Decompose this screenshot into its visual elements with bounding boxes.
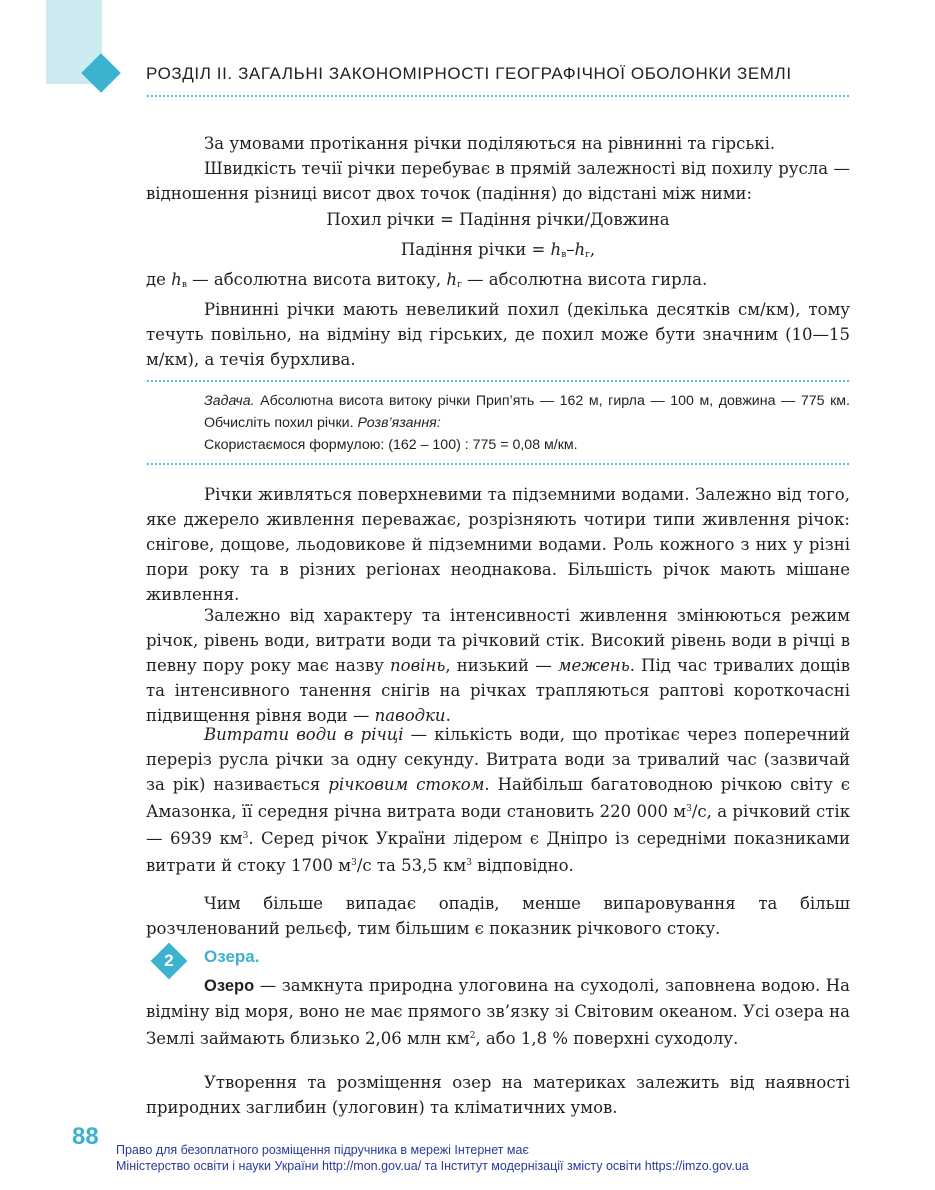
paragraph-river-regime: Залежно від характеру та інтенсивності живлення змінюються режим річок, рівень води, витрати води та річковий стік. Високий рівень води в річці в певну пору року має назву повінь, низький — межень. Під час тривалих дощів та інтенсивного танення снігів на річках трапляються раптові короткочасні підвищення рівня води — паводки. [146,606,851,725]
paragraph-plain-rivers: Рівнинні річки мають невеликий похил (декілька десятків см/км), тому течуть повільно, на відміну від гірських, де похил може бути значним (10—15 м/км), а течія бурхлива. [146,300,850,369]
task-box [204,390,850,456]
page-number: 88 [72,1123,99,1150]
paragraph-lake-definition: Озеро — замкнута природна улоговина на суходолі, заповнена водою. На відміну від моря, воно не має прямого зв’язку зі Світовим океаном. Усі озера на Землі займають близько 2,06 млн $км^2$, або 1,8 % поверхні суходолу. [146,976,850,1048]
paragraph-river-types: За умовами протікання річки поділяються на рівнинні та гірські. [204,134,776,153]
task-solution: Скористаємося формулою: (162 – 100) : 775 = 0,08 м/км. [204,437,578,453]
chapter-header: РОЗДІЛ ІІ. ЗАГАЛЬНІ ЗАКОНОМІРНОСТІ ГЕОГРАФІЧНОЇ ОБОЛОНКИ ЗЕМЛІ [146,64,792,83]
task-divider-bottom [146,462,849,466]
paragraph-river-slope: Швидкість течії річки перебуває в прямій залежності від похилу русла — відношення різниці висот двох точок (падіння) до відстані між ними: [146,159,850,203]
footer-line-1: Право для безоплатного розміщення підручника в мережі Інтернет має [116,1143,529,1157]
task-text: Задача. Абсолютна висота витоку річки Прип’ять — 162 м, гирла — 100 м, довжина — 775 км. Обчисліть похил річки. Розв’язання: [204,393,850,431]
paragraph-water-discharge: Витрати води в річці — кількість води, що протікає через поперечний переріз русла річки за одну секунду. Витрата води за тривалий час (зазвичай за рік) називається річковим стоком. Найбільш багатоводною річкою світу є Амазонка, її середня річна витрата води становить 220 000 $м^3/с$, а річковий стік — 6939 $км^3$. Серед річок України лідером є Дніпро із середніми показниками витрати й стоку 1700 $м^3/с$ та 53,5 $км^3$ відповідно. [146,725,851,875]
task-divider-top [146,379,849,383]
section-number: 2 [164,951,174,970]
formula-slope: Похил річки = Падіння річки/Довжина [326,210,670,229]
formula-explanation: де $h_в$ — абсолютна висота витоку, $h_г$ — абсолютна висота гирла. [146,270,708,290]
formula-fall: Падіння річки = $h_в-h_г$, [400,240,596,260]
paragraph-runoff: Чим більше випадає опадів, менше випаровування та більш розчленований рельєф, тим більшим є показник річкового стоку. [146,894,850,938]
paragraph-river-feeding: Річки живляться поверхневими та підземними водами. Залежно від того, яке джерело живлення переважає, розрізняють чотири типи живлення річок: снігове, дощове, льодовикове й підземними водами. Роль кожного з них у різні пори року та в різних регіонах неоднакова. Більшість річок мають мішане живлення. [146,485,850,604]
footer-line-2: Міністерство освіти і науки України http://mon.gov.ua/ та Інститут модернізації змісту освіти https://imzo.gov.ua [116,1159,749,1173]
paragraph-lake-formation: Утворення та розміщення озер на материках залежить від наявності природних заглибин (улоговин) та кліматичних умов. [146,1073,850,1117]
section-title-lakes: Озера. [204,947,260,966]
header-divider [146,94,849,98]
